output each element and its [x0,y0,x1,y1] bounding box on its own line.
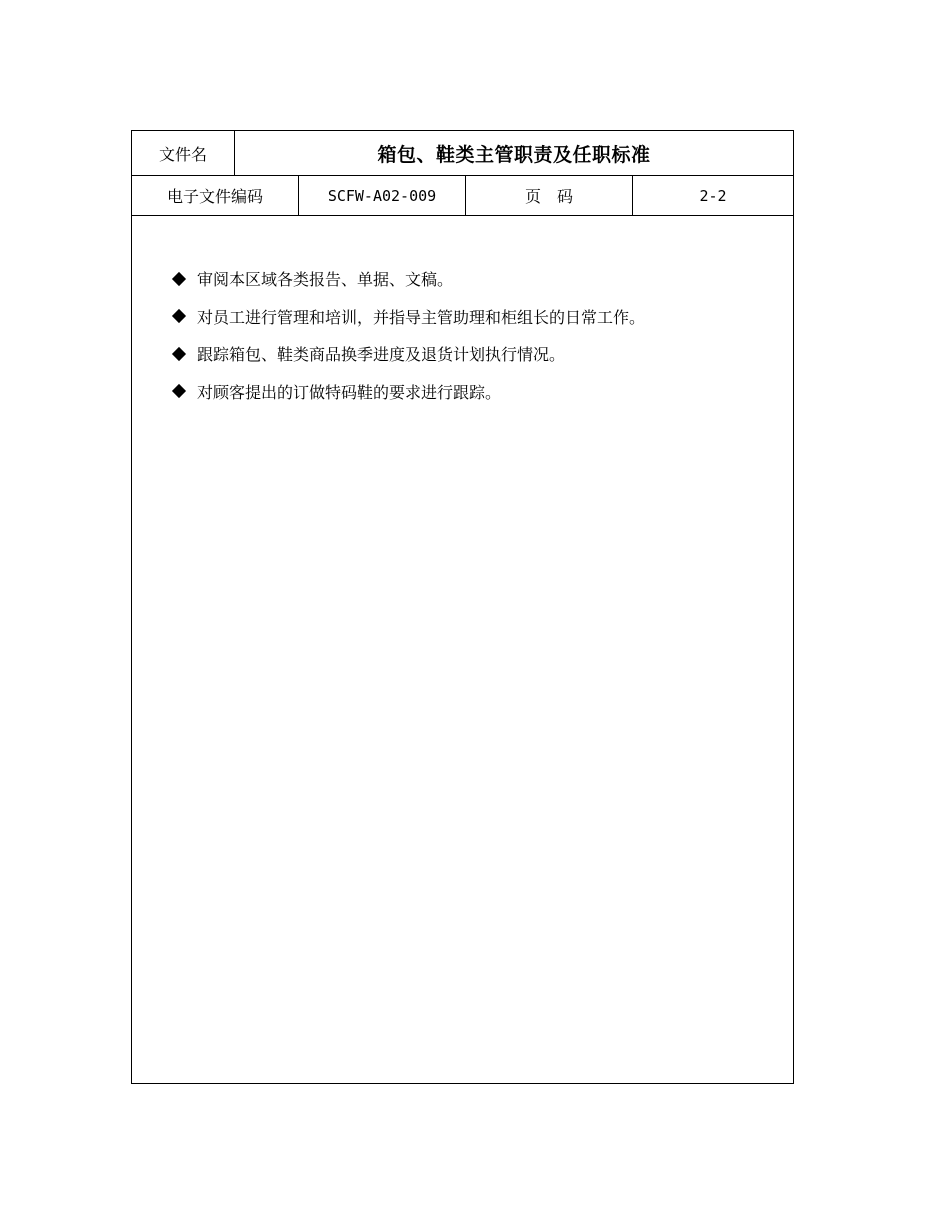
diamond-bullet-icon [172,309,186,323]
page-label: 页 码 [466,176,633,215]
diamond-bullet-icon [172,384,186,398]
header-row-title [132,131,793,176]
diamond-bullet-icon [172,272,186,286]
list-item-text: 对员工进行管理和培训，并指导主管助理和柜组长的日常工作。 [197,307,646,327]
document-body [132,216,793,410]
document-title: 箱包、鞋类主管职责及任职标准 [377,143,651,166]
list-item [170,260,793,298]
list-item-text: 审阅本区域各类报告、单据、文稿。 [197,270,454,290]
file-code-value: SCFW-A02-009 [299,176,466,215]
duty-list [170,260,793,410]
diamond-bullet-icon [172,347,186,361]
document-frame [131,130,794,1084]
file-name-label: 文件名 [132,131,235,175]
list-item [170,298,793,336]
list-item [170,335,793,373]
list-item [170,373,793,411]
file-code-label: 电子文件编码 [132,176,299,215]
header-row-meta [132,176,793,216]
list-item-text: 对顾客提出的订做特码鞋的要求进行跟踪。 [197,382,502,402]
list-item-text: 跟踪箱包、鞋类商品换季进度及退货计划执行情况。 [197,345,566,365]
page-value: 2-2 [699,186,727,205]
